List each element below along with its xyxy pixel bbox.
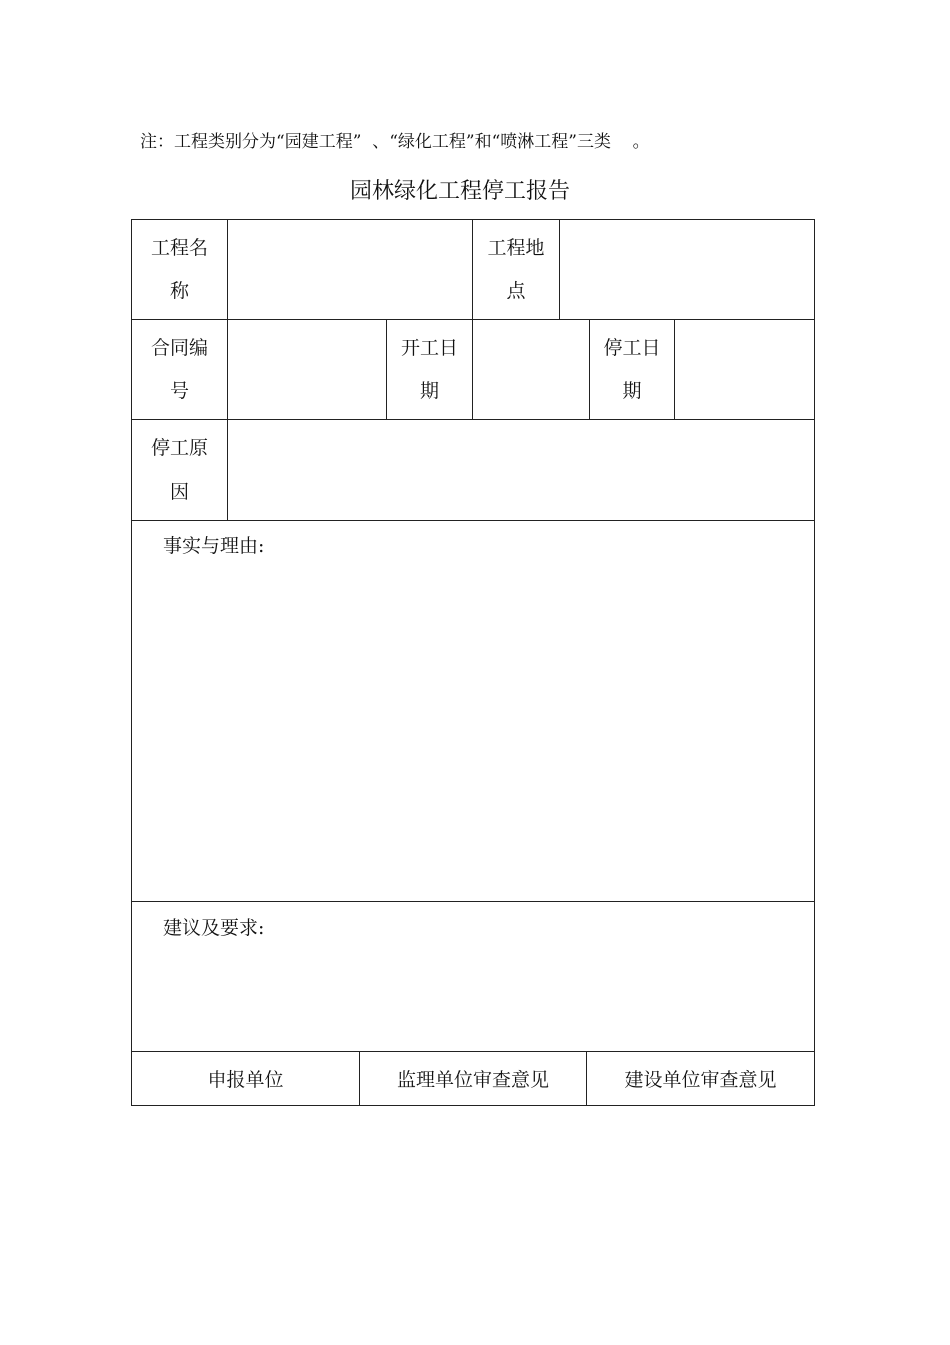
contract-no-label-line2: 号 [169, 380, 189, 403]
start-date-label-line2: 期 [419, 380, 439, 403]
contract-no-label-line1: 合同编 [150, 336, 208, 359]
start-date-label-line1: 开工日 [400, 336, 458, 359]
project-location-label [472, 219, 560, 320]
project-name-label-line1: 工程名 [150, 236, 208, 259]
stop-date-label [589, 319, 675, 420]
facts-label: 事实与理由: [163, 535, 265, 557]
stop-reason-label-line2: 因 [169, 481, 189, 503]
stop-reason-field[interactable] [227, 419, 815, 521]
builder-opinion-cell [586, 1051, 815, 1106]
facts-section[interactable] [131, 520, 815, 902]
project-location-field[interactable] [559, 219, 815, 320]
note-text: 注：工程类别分为“园建工程” 、“绿化工程”和“喷淋工程”三类 。 [140, 132, 650, 152]
builder-opinion-label: 建设单位审查意见 [624, 1069, 777, 1091]
start-date-label [386, 319, 473, 420]
suggestions-section[interactable] [131, 901, 815, 1052]
project-name-label [131, 219, 228, 320]
contract-no-field[interactable] [227, 319, 387, 420]
supervisor-opinion-cell [359, 1051, 587, 1106]
stop-date-field[interactable] [674, 319, 815, 420]
stop-work-report-form [131, 219, 815, 1106]
suggestions-label: 建议及要求: [163, 917, 265, 939]
applicant-cell [131, 1051, 360, 1106]
stop-reason-label-line1: 停工原 [150, 437, 208, 459]
stop-date-label-line1: 停工日 [603, 336, 661, 359]
project-name-label-line2: 称 [169, 280, 189, 303]
stop-reason-label [131, 419, 228, 521]
stop-date-label-line2: 期 [622, 380, 642, 403]
start-date-field[interactable] [472, 319, 590, 420]
applicant-label: 申报单位 [207, 1069, 284, 1091]
project-name-field[interactable] [227, 219, 473, 320]
page-title: 园林绿化工程停工报告 [349, 179, 570, 204]
project-location-label-line2: 点 [506, 280, 526, 303]
contract-no-label [131, 319, 228, 420]
supervisor-opinion-label: 监理单位审查意见 [396, 1069, 549, 1091]
project-location-label-line1: 工程地 [487, 236, 545, 259]
